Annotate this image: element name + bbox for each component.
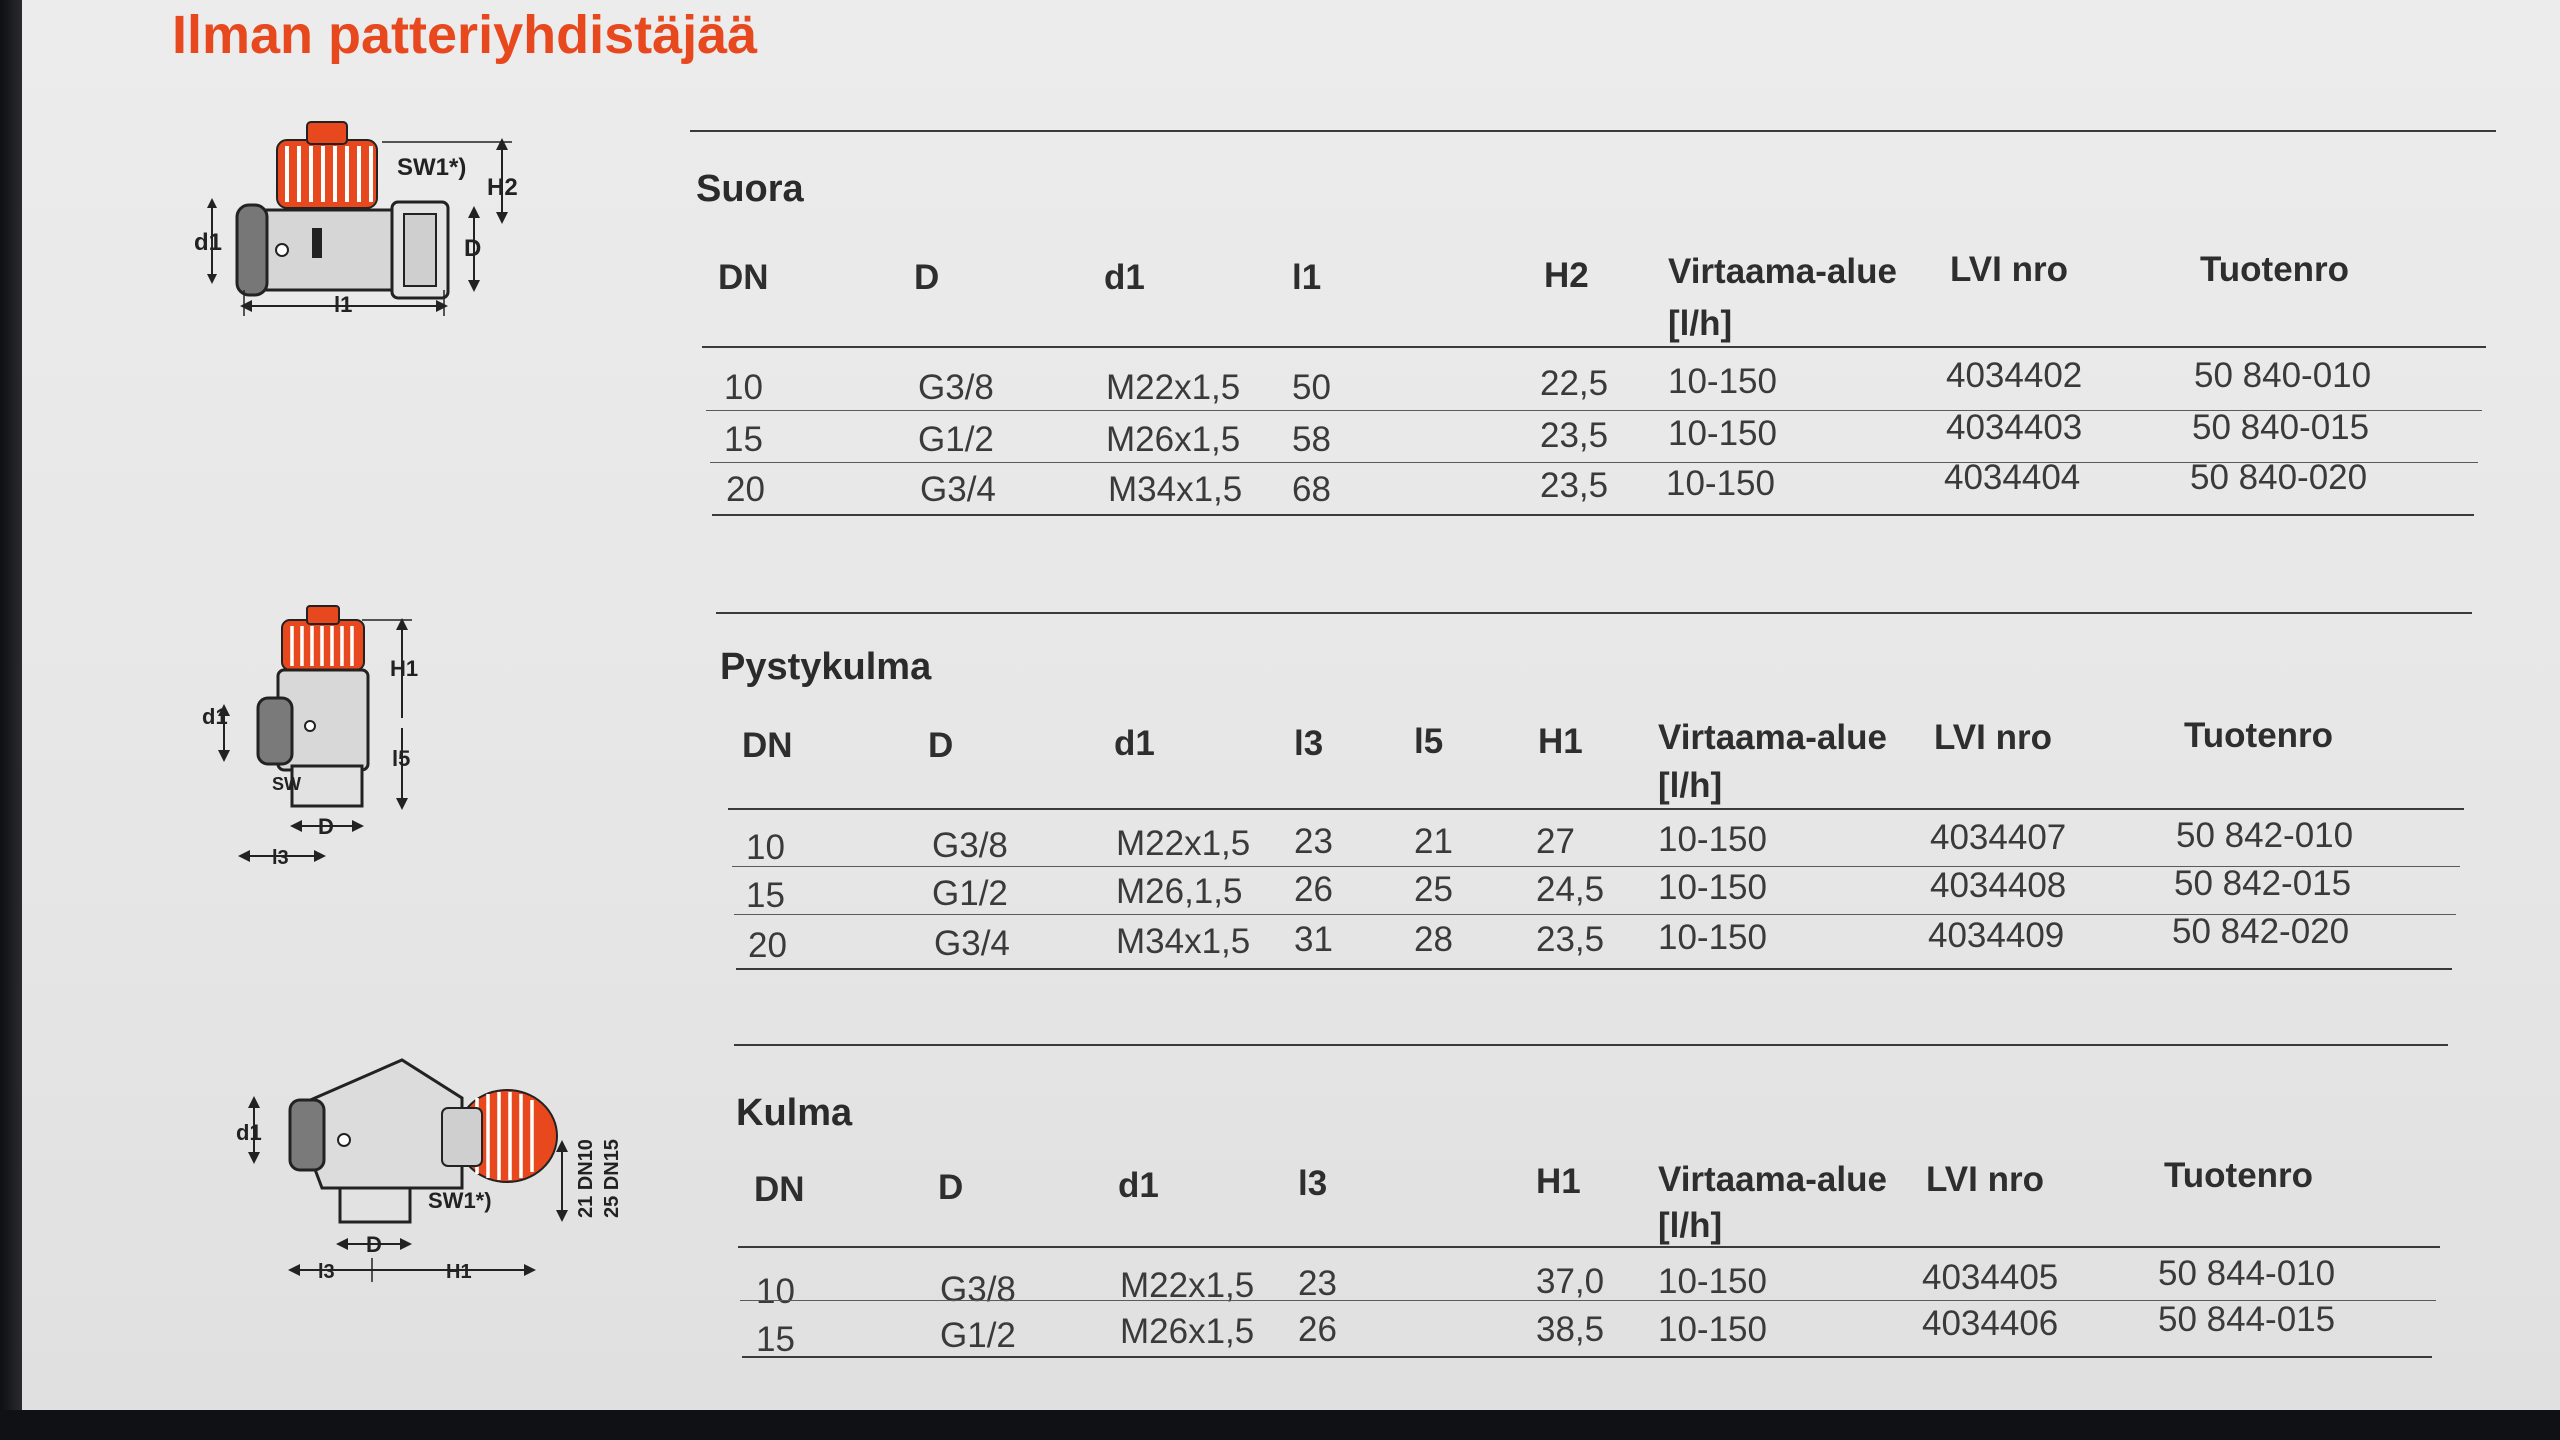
cell: 37,0 <box>1536 1262 1605 1301</box>
cell: 50 840-010 <box>2194 356 2372 395</box>
monitor-bezel-bottom <box>0 1410 2560 1440</box>
cell: 50 840-020 <box>2190 458 2368 497</box>
table-bottom-rule <box>742 1356 2432 1358</box>
cell: 10-150 <box>1658 918 1767 957</box>
diagram-label-l3: l3 <box>272 847 289 869</box>
cell: M26x1,5 <box>1106 420 1241 459</box>
diagram-label-h1: H1 <box>390 656 419 681</box>
cell: M34x1,5 <box>1116 922 1251 961</box>
diagram-label-d: D <box>366 1232 382 1257</box>
cell: G1/2 <box>918 420 994 459</box>
header-l3: l3 <box>1298 1164 1328 1203</box>
header-l3: l3 <box>1294 724 1324 763</box>
header-tuotenro: Tuotenro <box>2200 250 2350 289</box>
cell: 4034409 <box>1928 916 2065 955</box>
cell: 4034403 <box>1946 408 2083 447</box>
cell: 22,5 <box>1540 364 1609 403</box>
valve-diagram-pystykulma <box>202 598 462 883</box>
header-d1: d1 <box>1104 258 1145 297</box>
cell: 50 844-015 <box>2158 1300 2336 1339</box>
cell: 68 <box>1292 470 1331 509</box>
cell: M22x1,5 <box>1120 1266 1255 1305</box>
header-virtaama-alue: Virtaama-alue <box>1658 718 1887 757</box>
cell: 20 <box>748 926 787 965</box>
cell: 10 <box>724 368 763 407</box>
header-dn: DN <box>742 726 793 765</box>
page-title: Ilman patteriyhdistäjää <box>172 5 758 65</box>
cell: 15 <box>746 876 785 915</box>
header-virtaama-alue: Virtaama-alue <box>1668 252 1897 291</box>
cell: 50 <box>1292 368 1331 407</box>
monitor-bezel-left <box>0 0 22 1440</box>
header-lvi-nro: LVI nro <box>1926 1160 2044 1199</box>
header-unit-lh: [l/h] <box>1658 766 1723 805</box>
document-page <box>22 0 2560 1410</box>
cell: 10-150 <box>1666 464 1775 503</box>
cell: M26x1,5 <box>1120 1312 1255 1351</box>
cell: 4034408 <box>1930 866 2067 905</box>
cell: 4034402 <box>1946 356 2083 395</box>
cell: 23,5 <box>1536 920 1605 959</box>
cell: 21 <box>1414 822 1453 861</box>
table-header-rule <box>728 808 2464 810</box>
diagram-label-sw: SW1*) <box>428 1188 492 1213</box>
cell: 4034405 <box>1922 1258 2059 1297</box>
cell: G1/2 <box>940 1316 1016 1355</box>
cell: M34x1,5 <box>1108 470 1243 509</box>
table-top-rule <box>716 612 2472 614</box>
header-unit-lh: [l/h] <box>1658 1206 1723 1245</box>
cell: 23 <box>1294 822 1333 861</box>
header-h1: H1 <box>1538 722 1583 761</box>
cell: 31 <box>1294 920 1333 959</box>
cell: 23,5 <box>1540 416 1609 455</box>
table-header-rule <box>738 1246 2440 1248</box>
section-title-pystykulma: Pystykulma <box>720 646 932 688</box>
diagram-label-l5: l5 <box>392 746 411 771</box>
cell: M22x1,5 <box>1116 824 1251 863</box>
table-bottom-rule <box>712 514 2474 516</box>
cell: 50 842-020 <box>2172 912 2350 951</box>
valve-diagram-suora <box>182 110 542 335</box>
table-top-rule <box>734 1044 2448 1046</box>
diagram-label-h2: H2 <box>487 174 518 201</box>
diagram-label-d1: d1 <box>236 1120 262 1145</box>
table-header-rule <box>702 346 2486 348</box>
cell: 58 <box>1292 420 1331 459</box>
diagram-label-dn15: 25 DN15 <box>601 1139 623 1218</box>
cell: 50 842-010 <box>2176 816 2354 855</box>
diagram-label-d: D <box>464 235 482 262</box>
cell: 28 <box>1414 920 1453 959</box>
diagram-label-dn10: 21 DN10 <box>575 1139 597 1218</box>
section-title-suora: Suora <box>696 168 804 210</box>
cell: 23 <box>1298 1264 1337 1303</box>
cell: 50 842-015 <box>2174 864 2352 903</box>
cell: 15 <box>724 420 763 459</box>
diagram-label-d1: d1 <box>202 704 228 729</box>
diagram-label-sw: SW <box>272 774 301 794</box>
section-title-kulma: Kulma <box>736 1092 853 1134</box>
cell: 10 <box>756 1272 795 1311</box>
header-dn: DN <box>718 258 769 297</box>
header-d: D <box>914 258 940 297</box>
cell: 10 <box>746 828 785 867</box>
cell: G3/8 <box>932 826 1008 865</box>
header-dn: DN <box>754 1170 805 1209</box>
header-virtaama-alue: Virtaama-alue <box>1658 1160 1887 1199</box>
header-l1: l1 <box>1292 258 1322 297</box>
cell: 23,5 <box>1540 466 1609 505</box>
diagram-label-d: D <box>318 814 334 839</box>
header-d: D <box>928 726 954 765</box>
diagram-label-d1: d1 <box>194 229 223 256</box>
cell: 38,5 <box>1536 1310 1605 1349</box>
cell: 15 <box>756 1320 795 1359</box>
header-h1: H1 <box>1536 1162 1581 1201</box>
cell: 4034407 <box>1930 818 2067 857</box>
header-d1: d1 <box>1114 724 1155 763</box>
table-bottom-rule <box>736 968 2452 970</box>
cell: 26 <box>1298 1310 1337 1349</box>
header-d: D <box>938 1168 964 1207</box>
diagram-label-l1: l1 <box>334 292 353 317</box>
cell: G3/8 <box>918 368 994 407</box>
cell: M22x1,5 <box>1106 368 1241 407</box>
diagram-label-l3: l3 <box>318 1261 335 1283</box>
header-d1: d1 <box>1118 1166 1159 1205</box>
header-tuotenro: Tuotenro <box>2164 1156 2314 1195</box>
diagram-label-h1: H1 <box>446 1261 472 1283</box>
valve-diagram-kulma <box>232 1048 632 1293</box>
cell: 26 <box>1294 870 1333 909</box>
cell: 24,5 <box>1536 870 1605 909</box>
cell: 10-150 <box>1658 820 1767 859</box>
cell: 10-150 <box>1658 868 1767 907</box>
diagram-label-sw: SW1*) <box>397 154 467 181</box>
header-unit-lh: [l/h] <box>1668 304 1733 343</box>
header-l5: l5 <box>1414 722 1444 761</box>
header-tuotenro: Tuotenro <box>2184 716 2334 755</box>
cell: 10-150 <box>1668 362 1777 401</box>
cell: 50 844-010 <box>2158 1254 2336 1293</box>
table-top-rule <box>690 130 2496 132</box>
cell: G3/4 <box>934 924 1010 963</box>
header-lvi-nro: LVI nro <box>1934 718 2052 757</box>
cell: 50 840-015 <box>2192 408 2370 447</box>
cell: 20 <box>726 470 765 509</box>
cell: 27 <box>1536 822 1575 861</box>
cell: G1/2 <box>932 874 1008 913</box>
cell: 25 <box>1414 870 1453 909</box>
cell: 4034404 <box>1944 458 2081 497</box>
cell: 10-150 <box>1668 414 1777 453</box>
header-lvi-nro: LVI nro <box>1950 250 2068 289</box>
cell: 10-150 <box>1658 1262 1767 1301</box>
cell: 10-150 <box>1658 1310 1767 1349</box>
header-h2: H2 <box>1544 256 1589 295</box>
cell: M26,1,5 <box>1116 872 1243 911</box>
cell: 4034406 <box>1922 1304 2059 1343</box>
cell: G3/8 <box>940 1270 1016 1309</box>
cell: G3/4 <box>920 470 996 509</box>
